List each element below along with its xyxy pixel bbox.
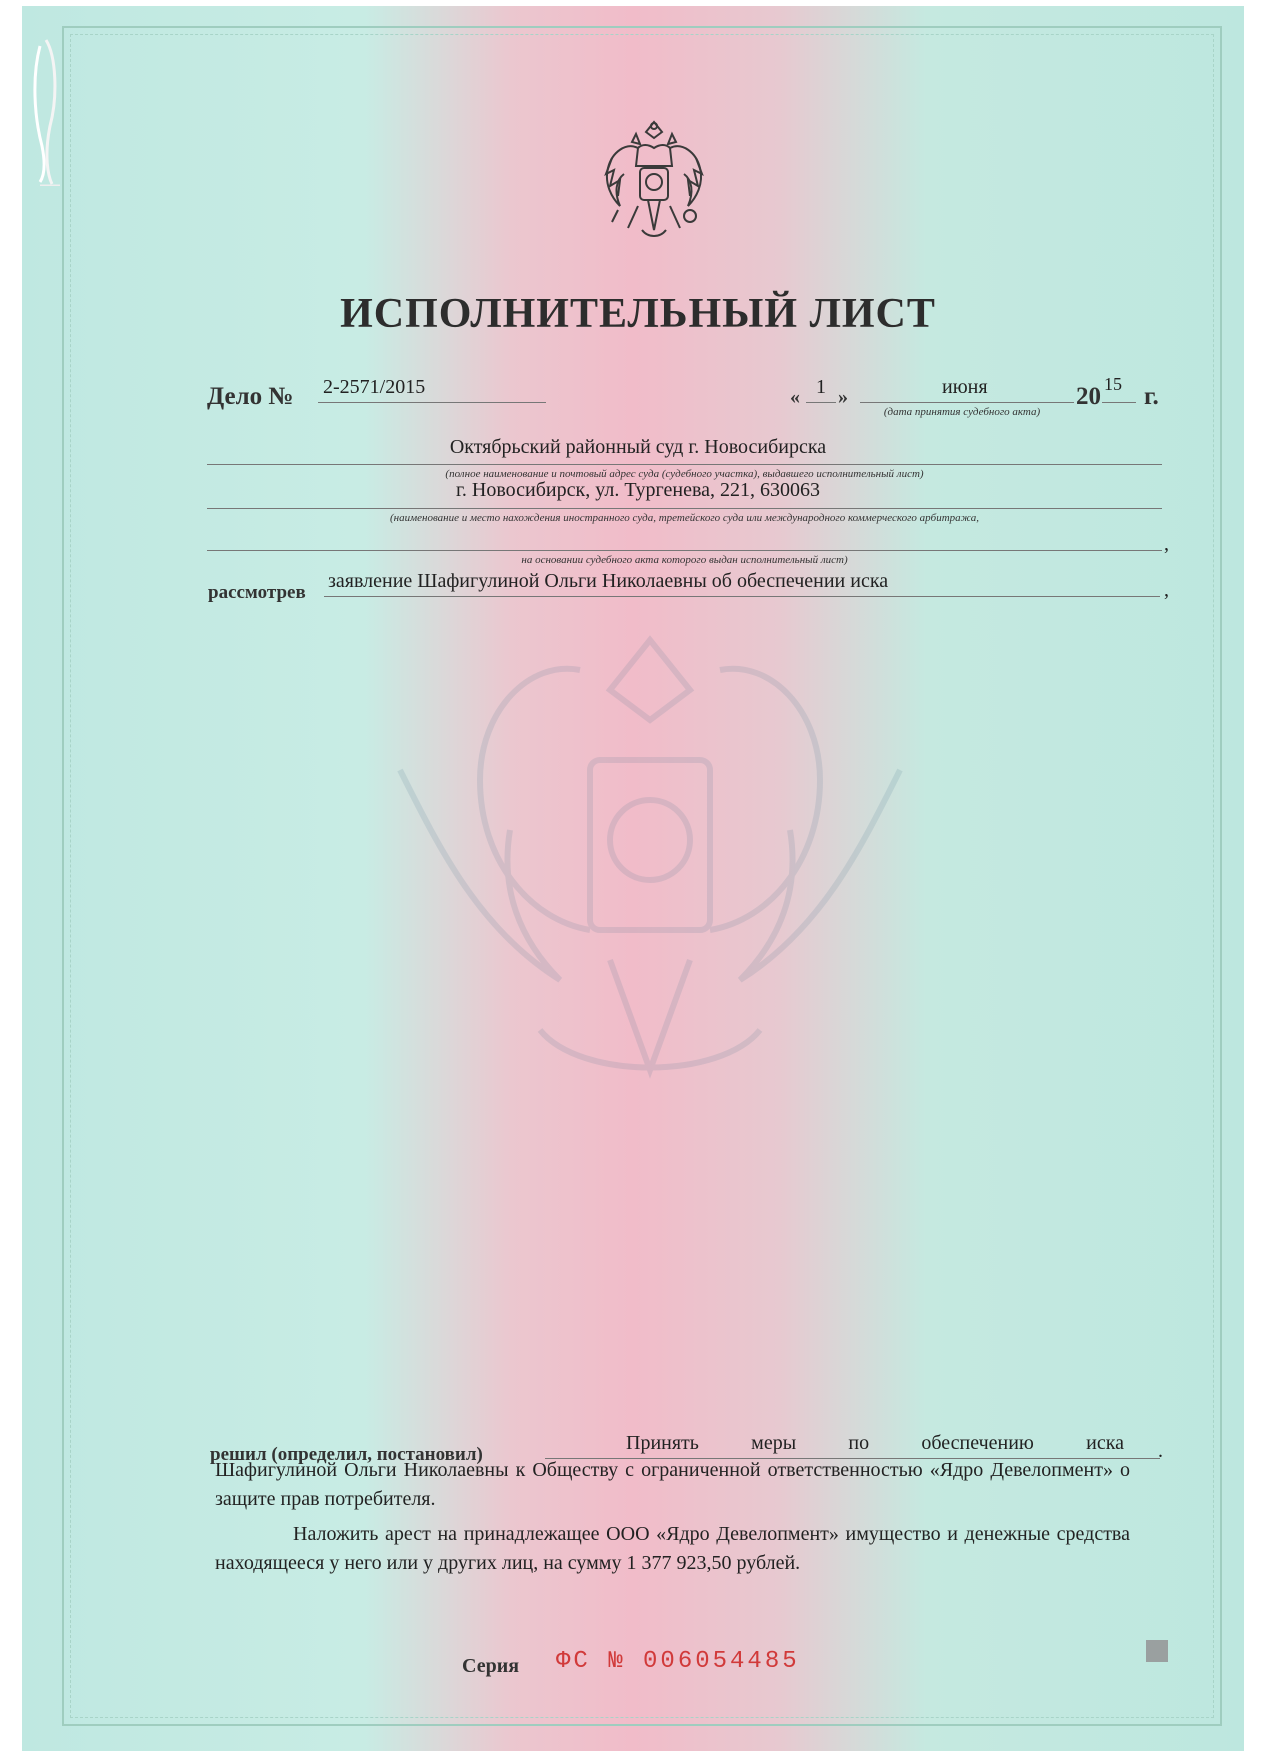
series-number: ФС № 006054485 (556, 1648, 800, 1675)
court-address-underline (207, 508, 1162, 509)
date-day-underline (806, 402, 836, 403)
year-suffix: 15 (1104, 374, 1122, 394)
case-label: Дело № (207, 383, 294, 410)
case-number-underline (318, 402, 546, 403)
court-name-underline (207, 464, 1162, 465)
considered-label: рассмотрев (208, 582, 306, 603)
year-unit: г. (1144, 383, 1159, 410)
coat-of-arms-icon (598, 118, 710, 243)
date-month: июня (942, 376, 988, 398)
court-caption: (полное наименование и почтовый адрес суда (судебного участка), выдавшего исполнительный лист) (445, 468, 924, 480)
considered-comma: , (1164, 579, 1169, 601)
decided-text-paragraph-2: Наложить арест на принадлежащее ООО «Ядро Девелопмент» имущество и денежные средства находящееся у него или у других лиц, на сумму 1 377 923,50 рублей. (215, 1523, 1130, 1574)
date-caption: (дата принятия судебного акта) (883, 406, 1041, 418)
date-open-quote: « (790, 386, 800, 408)
binding-thread-icon (26, 36, 62, 186)
year-underline (1102, 402, 1136, 403)
court-name: Октябрьский районный суд г. Новосибирска (449, 436, 827, 458)
watermark-emblem-icon (360, 600, 940, 1120)
date-month-underline (860, 402, 1074, 403)
series-label: Серия (462, 1655, 520, 1677)
gray-marker (1146, 1640, 1168, 1662)
document-title: ИСПОЛНИТЕЛЬНЫЙ ЛИСТ (340, 291, 936, 337)
date-day: 1 (816, 376, 826, 398)
foreign-court-caption: (наименование и место нахождения иностранного суда, третейского суда или международного коммерческого арбитража, (390, 512, 979, 524)
decided-text-paragraph-1: Шафигулиной Ольги Николаевны к Обществу с ограниченной ответственностью «Ядро Девелопмент» о защите прав потребителя. (215, 1459, 1130, 1510)
date-close-quote: » (838, 386, 848, 408)
considered-text: заявление Шафигулиной Ольги Николаевны об обеспечении иска (328, 570, 889, 592)
considered-underline (324, 596, 1160, 597)
blank-line (207, 550, 1162, 551)
decided-text-line-1: Принять меры по обеспечению иска (626, 1432, 1124, 1454)
basis-caption: на основании судебного акта которого выдан исполнительный лист) (521, 554, 848, 566)
blank-line-comma: , (1164, 533, 1169, 555)
decided-period: . (1158, 1440, 1163, 1462)
court-address: г. Новосибирск, ул. Тургенева, 221, 630063 (455, 479, 821, 501)
case-number: 2-2571/2015 (323, 376, 426, 398)
decided-label: решил (определил, постановил) (210, 1444, 483, 1465)
year-prefix: 20 (1076, 383, 1101, 410)
